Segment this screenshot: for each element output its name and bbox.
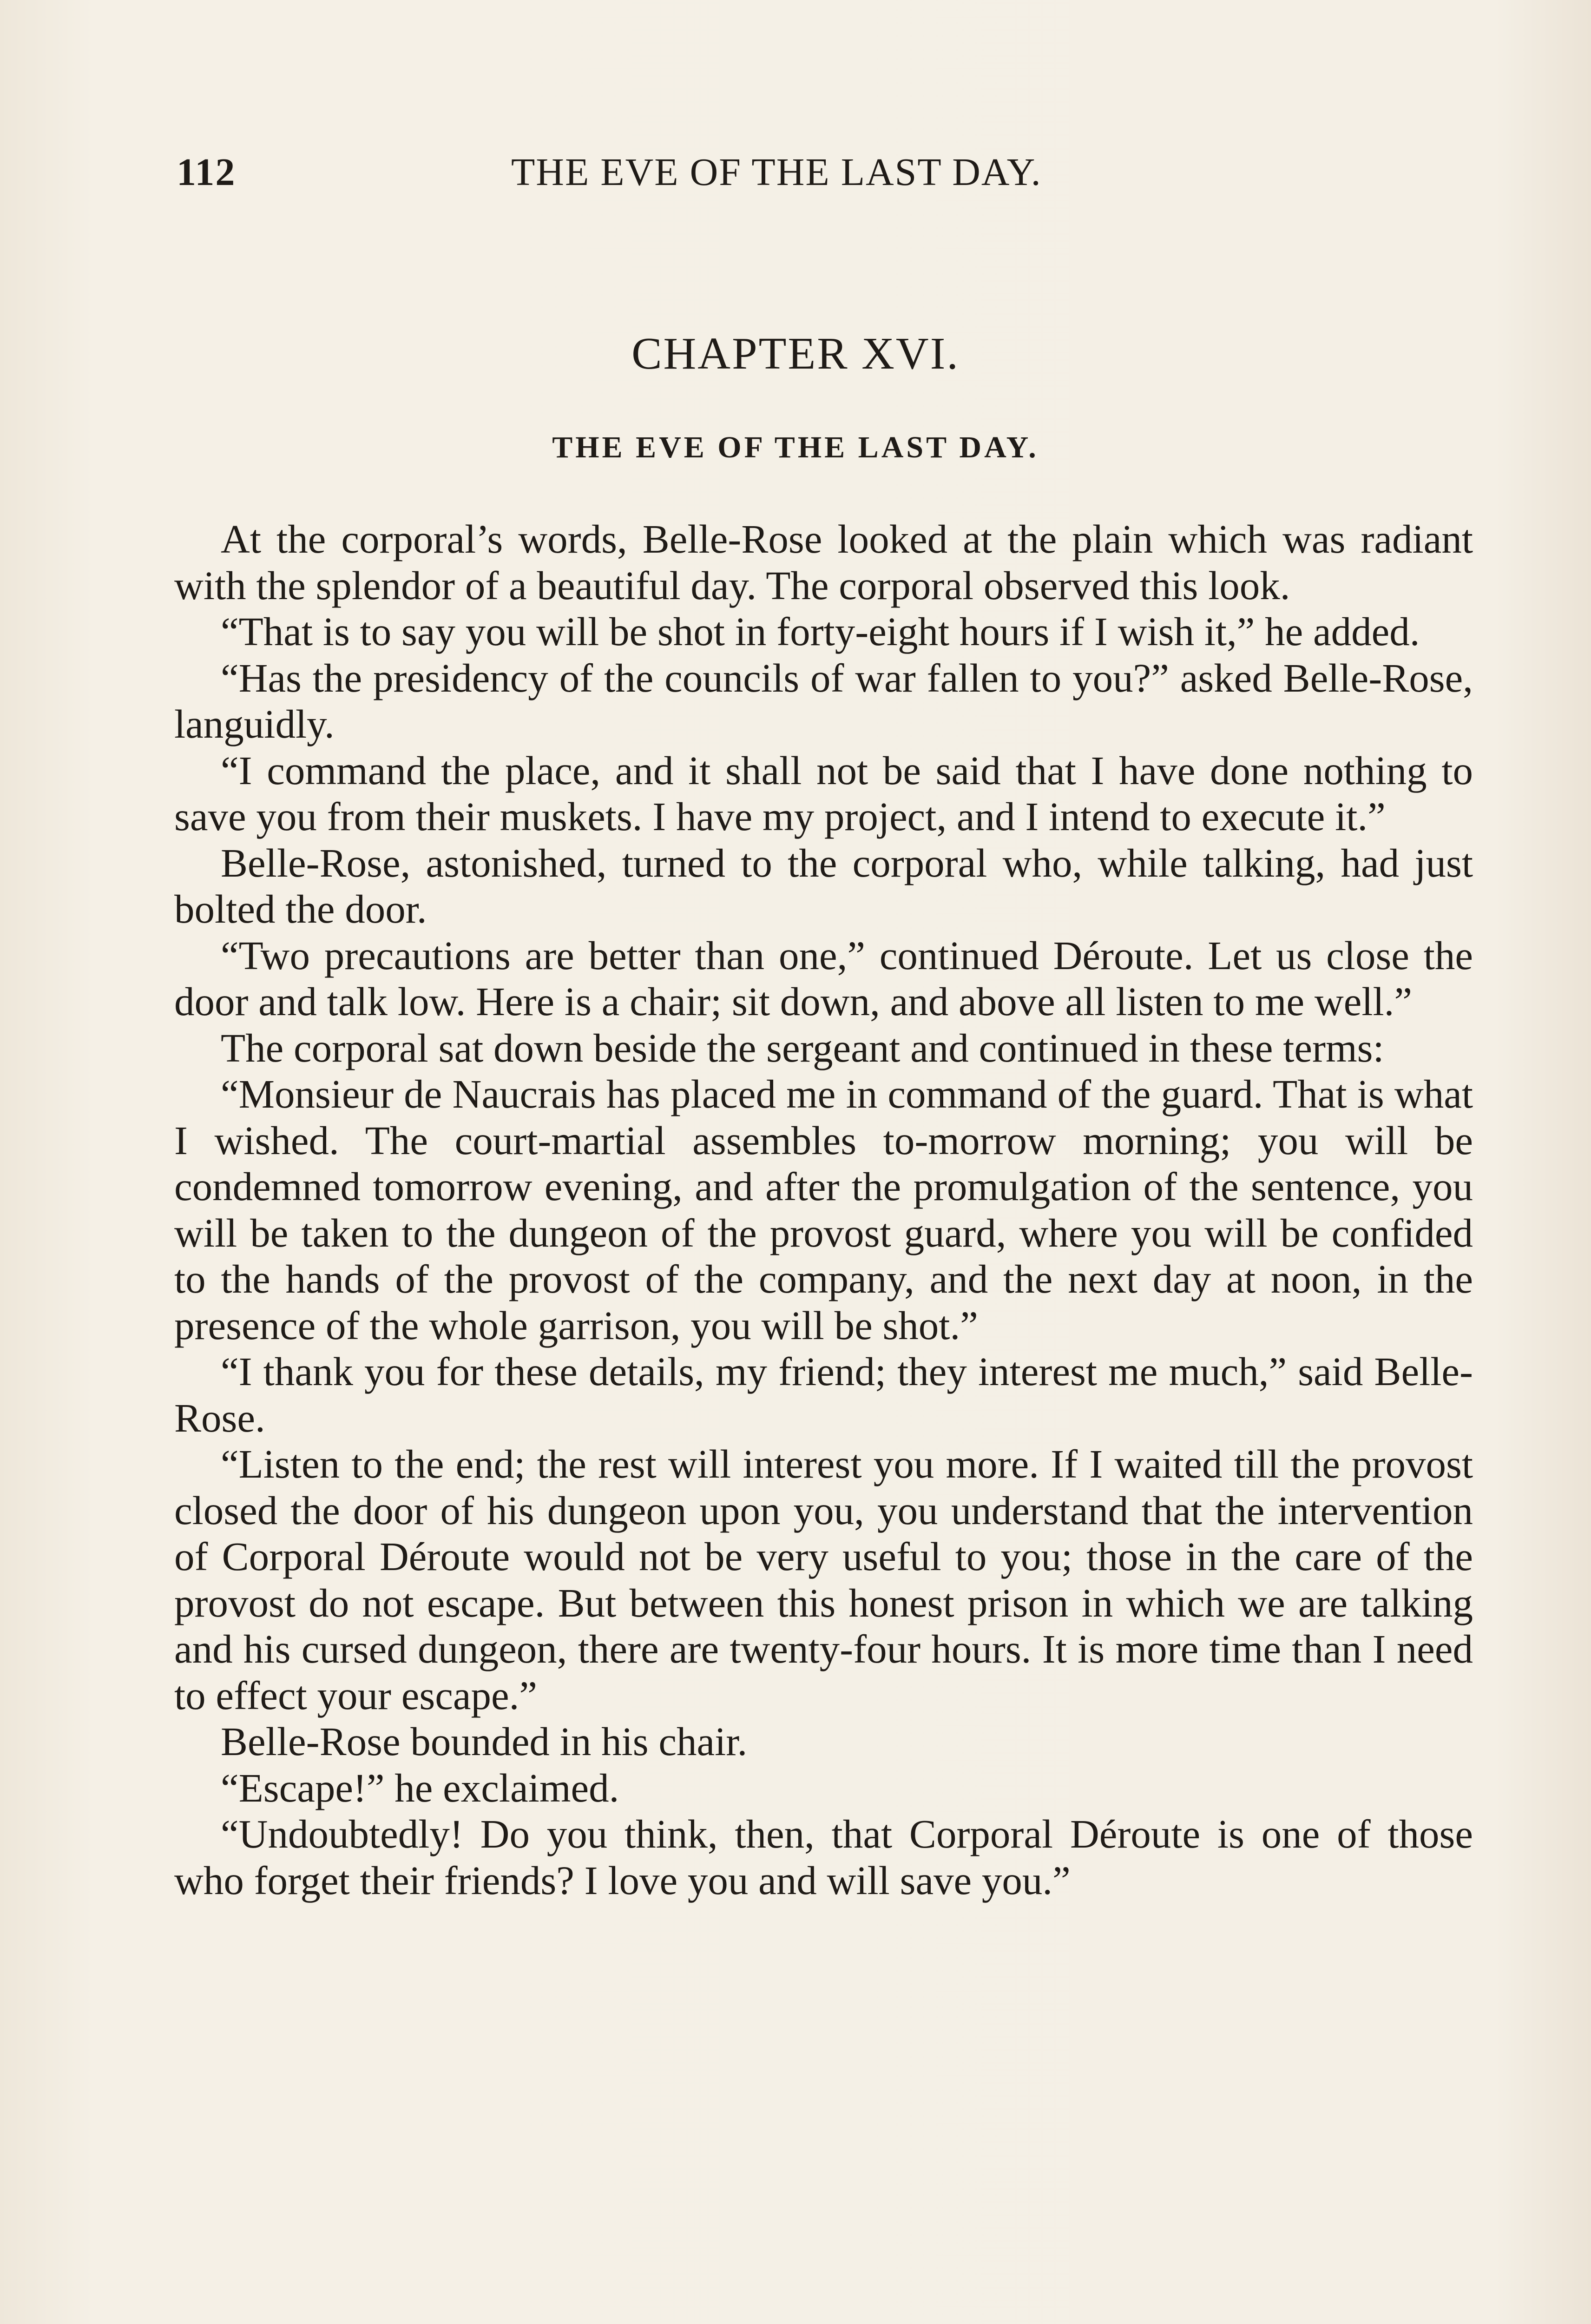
paragraph: “Two precautions are better than one,” continued Déroute. Let us close the door and talk low. Here is a chair; sit down, and above all listen to me well.” [174, 932, 1473, 1024]
paragraph: “Listen to the end; the rest will interest you more. If I waited till the provost closed the door of his dungeon upon you, you understand that the intervention of Corporal Déroute would not be very useful to you; those in the care of the provost do not escape. But between this honest prison in which we are talking and his cursed dungeon, there are twenty-four hours. It is more time than I need to effect your escape.” [174, 1441, 1473, 1718]
paragraph: “That is to say you will be shot in forty-eight hours if I wish it,” he added. [221, 609, 1420, 654]
chapter-title: CHAPTER XVI. [631, 329, 960, 379]
paragraph: “Undoubtedly! Do you think, then, that Corporal Déroute is one of those who forget their friends? I love you and will save you.” [174, 1811, 1473, 1903]
paragraph: At the corporal’s words, Belle-Rose looked at the plain which was radiant with the splendor of a beautiful day. The corporal observed this look. [174, 516, 1473, 608]
paragraph: “Escape!” he exclaimed. [221, 1765, 619, 1810]
paragraph: Belle-Rose bounded in his chair. [221, 1719, 748, 1764]
paragraph: The corporal sat down beside the sergeant and continued in these terms: [221, 1025, 1384, 1070]
paragraph: “I command the place, and it shall not be said that I have done nothing to save you from their muskets. I have my project, and I intend to execute it.” [174, 747, 1473, 839]
running-head [177, 150, 1468, 201]
paragraph: “Has the presidency of the councils of war fallen to you?” asked Belle-Rose, languidly. [174, 655, 1473, 746]
paragraph: “I thank you for these details, my friend; they interest me much,” said Belle-Rose. [174, 1349, 1473, 1440]
paragraph: Belle-Rose, astonished, turned to the corporal who, while talking, had just bolted the door. [174, 840, 1473, 931]
chapter-body [174, 516, 1473, 1903]
chapter-subtitle: THE EVE OF THE LAST DAY. [552, 430, 1039, 464]
running-title: THE EVE OF THE LAST DAY. [511, 151, 1042, 194]
paragraph: “Monsieur de Naucrais has placed me in command of the guard. That is what I wished. The court-martial assembles to-morrow morning; you will be condemned tomorrow evening, and after the promulgation of the sentence, you will be taken to the dungeon of the provost guard, where you will be confided to the hands of the provost of the company, and the next day at noon, in the presence of the whole garrison, you will be shot.” [174, 1071, 1473, 1348]
page-number: 112 [177, 151, 236, 194]
